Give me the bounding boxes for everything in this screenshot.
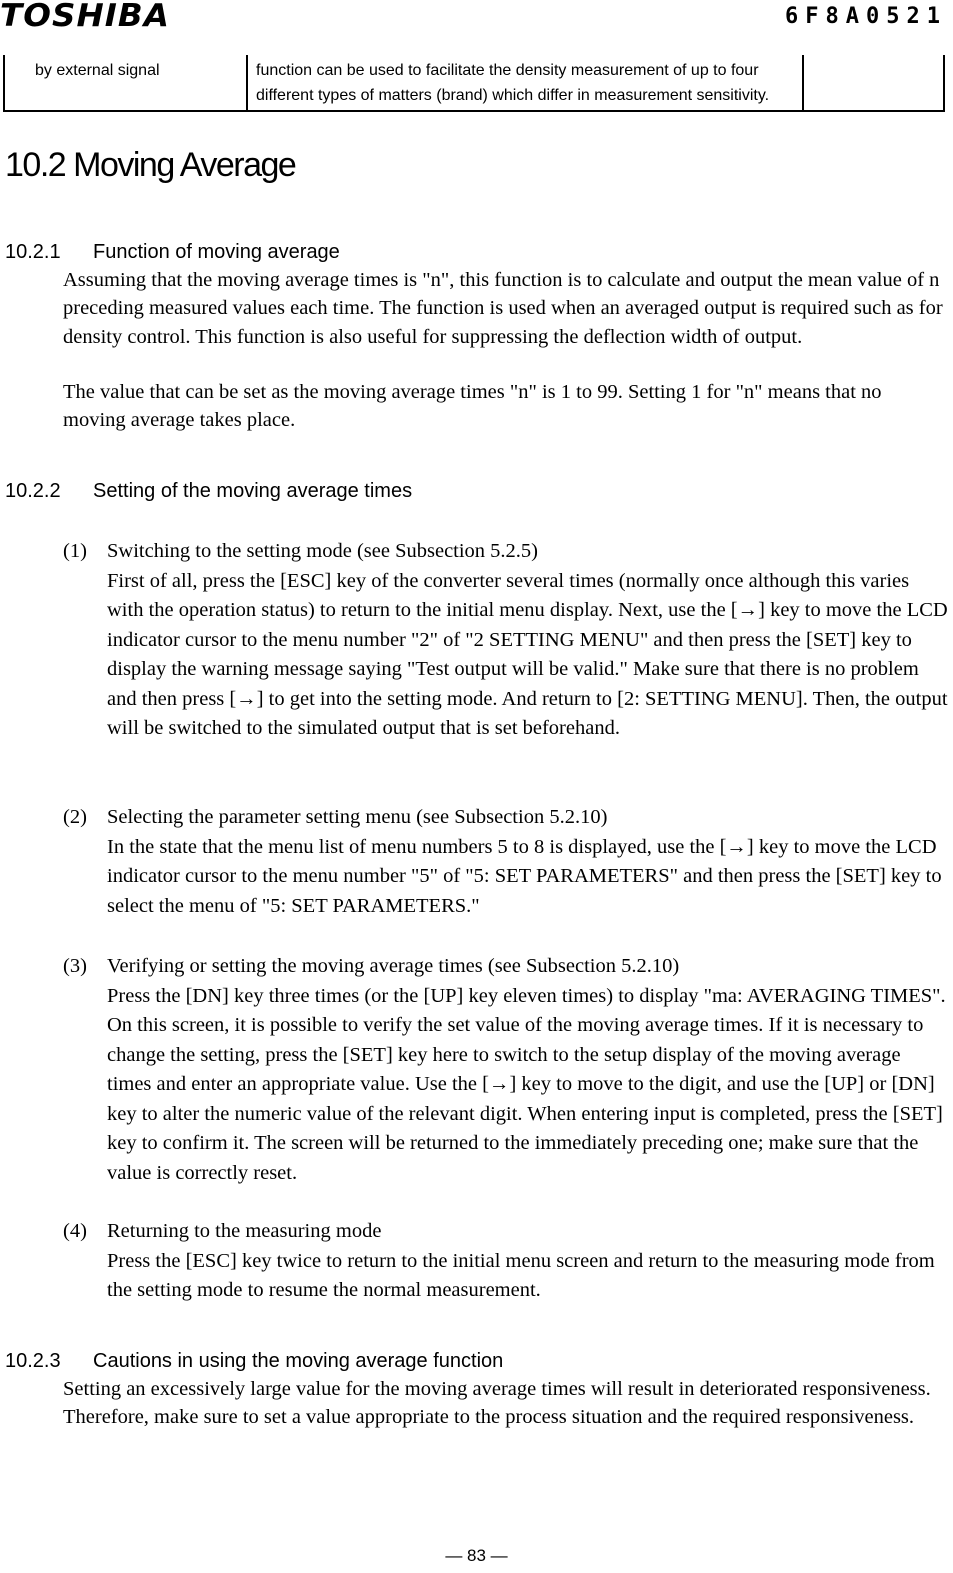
subsection-heading-10-2-3 bbox=[5, 1350, 503, 1373]
list-item bbox=[63, 537, 949, 744]
paragraph: Setting an excessively large value for the moving average times will result in deteriorated responsiveness. Therefore, make sure to set a value appropriate to the process situation and the required responsiveness. bbox=[63, 1378, 931, 1429]
table-cell-description: function can be used to facilitate the density measurement of up to four different types of matters (brand) which differ in measurement sensitivity. bbox=[247, 55, 803, 111]
list-item bbox=[63, 1217, 949, 1306]
item-number: (4) bbox=[63, 1220, 87, 1242]
table-cell-condition: by external signal bbox=[4, 55, 247, 111]
subsection-title: Cautions in using the moving average function bbox=[93, 1350, 504, 1372]
document-number: 6F8A0521 bbox=[785, 4, 947, 29]
subsection-number: 10.2.3 bbox=[5, 1350, 61, 1372]
item-heading: Verifying or setting the moving average times (see Subsection 5.2.10) bbox=[107, 955, 680, 977]
item-body: Press the [DN] key three times (or the [UP] key eleven times) to display "ma: AVERAGING TIMES". On this screen, it is possible to verify the set value of the moving average times. If it is necessary to change the setting, press the [SET] key here to switch to the setup display of the moving average times and enter an appropriate value. Use the [→] key to move to the digit, and use the [UP] or [DN] key to alter the numeric value of the relevant digit. When entering input is completed, press the [SET] key to confirm it. The screen will be returned to the immediately preceding one; make sure that the value is correctly reset. bbox=[107, 984, 946, 1184]
item-heading: Switching to the setting mode (see Subsection 5.2.5) bbox=[107, 540, 539, 562]
subsection-number: 10.2.1 bbox=[5, 241, 61, 263]
subsection-heading-10-2-1 bbox=[5, 241, 340, 264]
paragraph: The value that can be set as the moving average times "n" is 1 to 99. Setting 1 for "n" means that no moving average takes place. bbox=[63, 381, 882, 432]
continuation-table bbox=[3, 55, 945, 112]
paragraph: Assuming that the moving average times is "n", this function is to calculate and output the mean value of n preceding measured values each time. The function is used when an averaged output is required such as for density control. This function is also useful for suppressing the deflection width of output. bbox=[63, 269, 943, 348]
list-item bbox=[63, 803, 949, 921]
subsection-title: Function of moving average bbox=[93, 241, 340, 263]
item-body: Press the [ESC] key twice to return to the initial menu screen and return to the measuring mode from the setting mode to resume the normal measurement. bbox=[107, 1249, 935, 1301]
subsection-title: Setting of the moving average times bbox=[93, 480, 413, 502]
item-heading: Returning to the measuring mode bbox=[107, 1220, 382, 1242]
subsection-heading-10-2-2 bbox=[5, 480, 412, 503]
item-number: (3) bbox=[63, 955, 87, 977]
item-body: In the state that the menu list of menu numbers 5 to 8 is displayed, use the [→] key to move the LCD indicator cursor to the menu number "5" of "5: SET PARAMETERS" and then press the [SET] key to select the menu of "5: SET PARAMETERS." bbox=[107, 835, 942, 917]
item-number: (2) bbox=[63, 806, 87, 828]
page-number: — 83 — bbox=[445, 1546, 508, 1565]
toshiba-logo: TOSHIBA bbox=[0, 0, 171, 34]
item-body: First of all, press the [ESC] key of the converter several times (normally once although this varies with the operation status) to return to the initial menu display. Next, use the [→] key to move the LCD indicator cursor to the menu number "2" of "2 SETTING MENU" and then press the [SET] key to display the warning message saying "Test output will be valid." Make sure that there is no problem and then press [→] to get into the setting mode. And return to [2: SETTING MENU]. Then, the output will be switched to the simulated output that is set beforehand. bbox=[107, 569, 948, 739]
table-cell-empty bbox=[803, 55, 944, 111]
table-row bbox=[4, 55, 944, 111]
item-number: (1) bbox=[63, 540, 87, 562]
section-title: 10.2 Moving Average bbox=[5, 146, 296, 184]
item-heading: Selecting the parameter setting menu (see Subsection 5.2.10) bbox=[107, 806, 608, 828]
subsection-number: 10.2.2 bbox=[5, 480, 61, 502]
list-item bbox=[63, 952, 949, 1188]
